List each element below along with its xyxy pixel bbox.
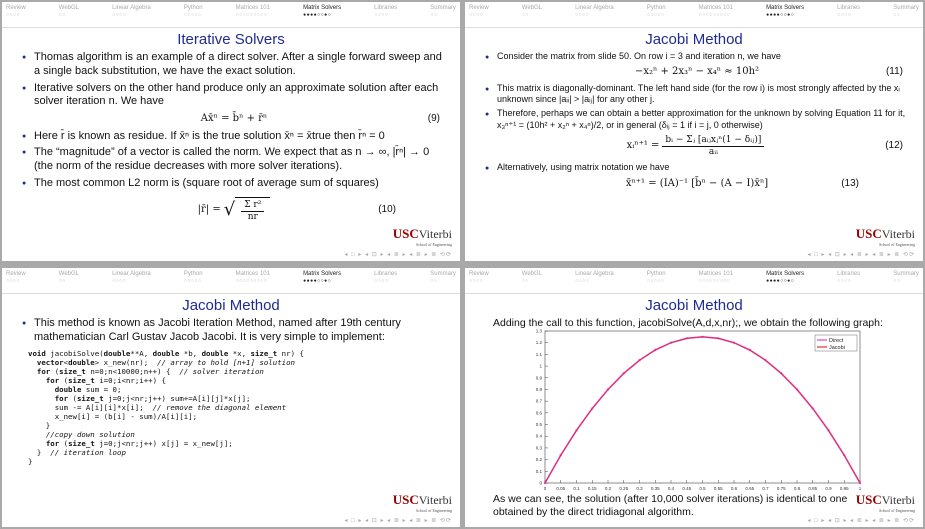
y-tick-label: 0.2 xyxy=(535,457,542,463)
x-tick-label: 0.65 xyxy=(745,486,755,491)
nav-section-dots[interactable]: ●●●●○○●○ xyxy=(766,12,795,18)
nav-section-matrices-101[interactable] xyxy=(699,2,733,27)
slide-title: Jacobi Method xyxy=(645,31,743,48)
nav-section-label: WebGL xyxy=(521,271,542,277)
equation-12-numerator: bᵢ − Σⱼ [aᵢⱼxⱼⁿ(1 − δᵢⱼ)] xyxy=(662,135,764,147)
x-tick-label: 0.6 xyxy=(730,486,738,491)
nav-section-label: WebGL xyxy=(58,5,79,11)
x-tick-label: 0.05 xyxy=(556,486,566,491)
nav-section-label: Review xyxy=(6,5,26,11)
x-tick-label: 0.95 xyxy=(839,486,849,491)
nav-section-webgl[interactable] xyxy=(59,268,79,293)
section-navbar xyxy=(465,2,923,28)
nav-section-review[interactable] xyxy=(6,2,26,27)
nav-section-label: Libraries xyxy=(837,271,861,277)
nav-section-dots[interactable]: ●●●●○○●○ xyxy=(303,278,332,284)
nav-section-label: Matrices 101 xyxy=(235,5,270,11)
nav-section-matrices-101[interactable] xyxy=(236,268,270,293)
equation-9 xyxy=(22,113,446,126)
x-tick-label: 0.85 xyxy=(808,486,818,491)
nav-section-label: Python xyxy=(646,271,666,277)
nav-section-dots[interactable]: ○○○○○○○○○ xyxy=(698,278,731,284)
solution-line-chart xyxy=(485,323,905,498)
equation-10-denominator: nr xyxy=(247,211,258,222)
nav-section-label: Linear Algebra xyxy=(112,5,151,11)
equation-13-body: x̄ⁿ⁺¹ = (IA)⁻¹ [b̄ⁿ − (A − I)x̄ⁿ] xyxy=(625,177,769,189)
nav-section-libraries[interactable] xyxy=(374,2,397,27)
nav-section-matrices-101[interactable] xyxy=(699,268,733,293)
nav-section-dots[interactable]: ○○○○ xyxy=(112,12,127,18)
beamer-navigation-controls[interactable]: ◂ □ ▸ ◂ ⊡ ▸ ◂ ≣ ▸ ◂ ≣ ▸ ≣ ⟲⟳ xyxy=(807,518,915,524)
graph-intro-text: Adding the call to this function, jacobiSolve(A,d,x,nr);, we obtain the following graph: xyxy=(493,317,883,329)
nav-section-dots[interactable]: ○○ xyxy=(430,12,438,18)
code-line: } // iteration loop xyxy=(28,447,126,457)
slide-title: Jacobi Method xyxy=(645,297,743,314)
nav-section-dots[interactable]: ○○○○○○○○○ xyxy=(235,12,268,18)
nav-section-linear-algebra[interactable] xyxy=(575,2,614,27)
nav-section-dots[interactable]: ○○○○ xyxy=(112,278,127,284)
nav-section-label: Matrix Solvers xyxy=(303,5,342,11)
nav-section-dots[interactable]: ○○○○○○○○○ xyxy=(698,12,731,18)
y-tick-label: 1 xyxy=(539,363,542,369)
equation-10-number: (10) xyxy=(378,203,396,215)
nav-section-matrix-solvers[interactable] xyxy=(303,268,341,293)
equation-12-number: (12) xyxy=(885,140,903,152)
nav-section-dots[interactable]: ○○ xyxy=(893,12,901,18)
nav-section-dots[interactable]: ○○○○ xyxy=(6,278,21,284)
y-tick-label: 0.1 xyxy=(535,468,542,474)
x-tick-label: 0.7 xyxy=(762,486,769,491)
code-line: double sum = 0; xyxy=(54,384,122,394)
nav-section-label: Matrices 101 xyxy=(698,5,733,11)
nav-section-dots[interactable]: ○○○○ xyxy=(374,278,389,284)
nav-section-label: Summary xyxy=(430,271,456,277)
y-tick-label: 0.9 xyxy=(535,375,542,381)
equation-13-number: (13) xyxy=(841,177,859,189)
nav-section-label: Linear Algebra xyxy=(575,5,614,11)
slide-jacobi-method-code xyxy=(2,268,460,527)
equation-9-number: (9) xyxy=(427,113,440,124)
slide-title: Jacobi Method xyxy=(182,297,280,314)
nav-section-label: WebGL xyxy=(521,5,542,11)
x-tick-label: 0.45 xyxy=(682,486,692,491)
equation-9-body: Ax̄ⁿ = b̄ⁿ + r̄ⁿ xyxy=(200,113,268,124)
bullet-matrix-row: ● Consider the matrix from slide 50. On row i = 3 and iteration n, we have xyxy=(485,51,909,62)
usc-viterbi-logo: USCViterbi School of Engineering xyxy=(392,226,452,247)
nav-section-review[interactable] xyxy=(469,268,489,293)
equation-12 xyxy=(485,135,909,159)
y-tick-label: 0.3 xyxy=(535,445,542,451)
nav-section-dots[interactable]: ○○ xyxy=(430,278,438,284)
nav-section-dots[interactable]: ●●●●○○●○ xyxy=(303,12,332,18)
slide-title: Iterative Solvers xyxy=(177,31,285,48)
code-line: x_new[i] = (b[i] - sum)/A[i][i]; xyxy=(28,411,198,421)
nav-section-matrix-solvers[interactable] xyxy=(766,2,804,27)
nav-section-summary[interactable] xyxy=(893,2,919,27)
nav-section-label: Summary xyxy=(893,5,919,11)
code-listing-jacobi-solve xyxy=(28,349,446,466)
nav-section-label: Review xyxy=(6,271,26,277)
equation-10-numerator: Σ r² xyxy=(241,200,264,212)
nav-section-linear-algebra[interactable] xyxy=(112,2,151,27)
nav-section-label: Matrices 101 xyxy=(698,271,733,277)
beamer-navigation-controls[interactable]: ◂ □ ▸ ◂ ⊡ ▸ ◂ ≣ ▸ ◂ ≣ ▸ ≣ ⟲⟳ xyxy=(344,252,452,258)
slide-iterative-solvers xyxy=(2,2,460,261)
bullet-norm: ● The “magnitude” of a vector is called the norm. We expect that as n → ∞, |r̄ⁿ| → 0 (the norm of the residue decreases with more solver iterations). xyxy=(22,146,446,174)
nav-section-dots[interactable]: ○○○○ xyxy=(837,278,852,284)
graph-conclusion-text: As we can see, the solution (after 10,000 solver iterations) is identical to one obtained by the direct tridiagonal algorithm. xyxy=(493,492,848,518)
nav-section-label: Matrix Solvers xyxy=(766,271,805,277)
beamer-navigation-controls[interactable]: ◂ □ ▸ ◂ ⊡ ▸ ◂ ≣ ▸ ◂ ≣ ▸ ≣ ⟲⟳ xyxy=(807,252,915,258)
nav-section-libraries[interactable] xyxy=(837,2,860,27)
code-line: //copy down solution xyxy=(45,429,135,439)
nav-section-python[interactable] xyxy=(184,268,203,293)
bullet-iterative-solver: ● Iterative solvers on the other hand produce only an approximate solution after each solver iteration n. We have xyxy=(22,82,446,110)
x-tick-label: 0.15 xyxy=(587,486,597,491)
code-line: sum -= A[i][i]*x[i]; // remove the diagonal element xyxy=(28,402,287,412)
legend-label: Direct xyxy=(829,337,844,344)
equation-10-lhs: |r̄| = xyxy=(197,203,221,215)
equation-11 xyxy=(485,66,909,79)
y-tick-label: 0 xyxy=(539,480,542,486)
nav-section-python[interactable] xyxy=(647,2,666,27)
nav-section-review[interactable] xyxy=(6,268,26,293)
y-tick-label: 1.2 xyxy=(535,340,542,346)
plot-frame xyxy=(545,331,860,483)
x-tick-label: 0.2 xyxy=(604,486,612,491)
code-line: } xyxy=(28,420,51,430)
nav-section-label: Libraries xyxy=(374,271,398,277)
nav-section-label: Python xyxy=(646,5,666,11)
x-tick-label: 0.5 xyxy=(699,486,706,491)
nav-section-review[interactable] xyxy=(469,2,489,27)
beamer-navigation-controls[interactable]: ◂ □ ▸ ◂ ⊡ ▸ ◂ ≣ ▸ ◂ ≣ ▸ ≣ ⟲⟳ xyxy=(344,518,452,524)
nav-section-dots[interactable]: ○○○○ xyxy=(575,12,590,18)
bullet-jacobi-history: ● This method is known as Jacobi Iteration Method, named after 19th century mathematician Carl Gustav Jacob Jacobi. It is very simple to implement: xyxy=(22,317,446,345)
nav-section-summary[interactable] xyxy=(430,2,456,27)
nav-section-dots[interactable]: ○○○○○ xyxy=(183,12,202,18)
section-navbar xyxy=(465,268,923,294)
equation-12-denominator: aᵢᵢ xyxy=(708,147,718,157)
equation-10: |r̄| = √ $\frac{\text{Σ r²}}{nr}$ (10) xyxy=(197,198,396,222)
nav-section-label: Python xyxy=(183,271,203,277)
x-tick-label: 0.8 xyxy=(793,486,801,491)
x-tick-label: 0.1 xyxy=(573,486,580,491)
nav-section-summary[interactable] xyxy=(430,268,456,293)
equation-11-number: (11) xyxy=(885,66,903,78)
nav-section-dots[interactable]: ○○○○○ xyxy=(646,12,665,18)
nav-section-python[interactable] xyxy=(184,2,203,27)
nav-section-webgl[interactable] xyxy=(59,2,79,27)
usc-viterbi-logo: USCViterbi School of Engineering xyxy=(392,492,452,513)
x-tick-label: 0 xyxy=(543,486,547,491)
bullet-l2-norm: ● The most common L2 norm is (square root of average sum of squares) xyxy=(22,177,446,191)
nav-section-label: Review xyxy=(469,271,489,277)
nav-section-webgl[interactable] xyxy=(522,2,542,27)
y-tick-label: 0.8 xyxy=(535,386,542,392)
bullet-residue: ● Here r̄ is known as residue. If x̄ⁿ is the true solution x̄ⁿ = x̄true then r̄ⁿ = 0 xyxy=(22,130,446,144)
nav-section-label: Summary xyxy=(430,5,456,11)
nav-section-matrices-101[interactable] xyxy=(236,2,270,27)
x-tick-label: 0.25 xyxy=(619,486,629,491)
code-line: for (size_t j=0;j<nr;j++) sum+=A[i][j]*x[j]; xyxy=(54,393,251,403)
nav-section-label: Matrix Solvers xyxy=(303,271,342,277)
nav-section-dots[interactable]: ○○○○ xyxy=(6,12,21,18)
section-navbar xyxy=(2,268,460,294)
y-tick-label: 0.6 xyxy=(535,410,542,416)
nav-section-dots[interactable]: ○○○○ xyxy=(469,12,484,18)
nav-section-python[interactable] xyxy=(647,268,666,293)
nav-section-dots[interactable]: ○○○○ xyxy=(374,12,389,18)
y-tick-label: 0.5 xyxy=(535,422,542,428)
x-tick-label: 0.3 xyxy=(636,486,643,491)
nav-section-dots[interactable]: ○○○○ xyxy=(469,278,484,284)
nav-section-matrix-solvers[interactable] xyxy=(303,2,341,27)
code-line: } xyxy=(28,456,33,466)
nav-section-dots[interactable]: ○○○○ xyxy=(837,12,852,18)
nav-section-label: Linear Algebra xyxy=(112,271,151,277)
nav-section-linear-algebra[interactable] xyxy=(575,268,614,293)
code-line: for (size_t i=0;i<nr;i++) { xyxy=(45,375,166,385)
bullet-matrix-notation: ● Alternatively, using matrix notation we have xyxy=(485,162,909,173)
nav-section-label: Summary xyxy=(893,271,919,277)
y-tick-label: 0.4 xyxy=(535,433,542,439)
code-line: vector<double> x_new(nr); // array to hold [n+1] solution xyxy=(36,357,295,367)
x-tick-label: 0.9 xyxy=(825,486,832,491)
nav-section-label: Matrices 101 xyxy=(235,271,270,277)
nav-section-dots[interactable]: ○○○○○ xyxy=(183,278,202,284)
x-tick-label: 0.35 xyxy=(650,486,660,491)
nav-section-label: Libraries xyxy=(837,5,861,11)
code-line: for (size_t j=0;j<nr;j++) x[j] = x_new[j]; xyxy=(45,438,233,448)
slide-jacobi-method-theory xyxy=(465,2,923,261)
section-navbar xyxy=(2,2,460,28)
nav-section-summary[interactable] xyxy=(893,268,919,293)
usc-viterbi-logo: USCViterbi School of Engineering xyxy=(855,226,915,247)
legend-label: Jacobi xyxy=(829,344,845,351)
y-tick-label: 0.7 xyxy=(535,398,542,404)
slide-jacobi-method-graph xyxy=(465,268,923,527)
x-tick-label: 0.55 xyxy=(713,486,723,491)
code-line: for (size_t n=0;n<10000;n++) { // solver iteration xyxy=(36,366,264,376)
x-tick-label: 1 xyxy=(858,486,862,491)
x-tick-label: 0.4 xyxy=(667,486,675,491)
nav-section-dots[interactable]: ○○ xyxy=(58,12,66,18)
nav-section-label: Review xyxy=(469,5,489,11)
bullet-better-approximation: ● Therefore, perhaps we can obtain a better approximation for the unknown by solving Equation 11 for it, x₃ⁿ⁺¹ = (10h² + x₂ⁿ + x₄ⁿ)/2, or in general (δᵢⱼ = 1 if i = j, 0 otherwise) xyxy=(485,108,909,131)
equation-13 xyxy=(485,178,909,191)
y-tick-label: 1.1 xyxy=(535,351,542,357)
nav-section-label: Python xyxy=(183,5,203,11)
nav-section-label: Libraries xyxy=(374,5,398,11)
nav-section-dots[interactable]: ○○○○○ xyxy=(646,278,665,284)
nav-section-dots[interactable]: ○○ xyxy=(521,278,529,284)
nav-section-webgl[interactable] xyxy=(522,268,542,293)
usc-viterbi-logo: USCViterbi School of Engineering xyxy=(855,492,915,513)
nav-section-linear-algebra[interactable] xyxy=(112,268,151,293)
nav-section-dots[interactable]: ●●●●○○●○ xyxy=(766,278,795,284)
nav-section-label: Matrix Solvers xyxy=(766,5,805,11)
bullet-diagonally-dominant: ● This matrix is diagonally-dominant. The left hand side (for the row i) is most strongly affected by the xᵢ unknown since |aᵢᵢ| > |aᵢⱼ| for any other j. xyxy=(485,83,909,106)
nav-section-matrix-solvers[interactable] xyxy=(766,268,804,293)
nav-section-label: WebGL xyxy=(58,271,79,277)
bullet-direct-solver: ● Thomas algorithm is an example of a direct solver. After a single forward sweep and a single back substitution, we have the exact solution. xyxy=(22,51,446,79)
nav-section-dots[interactable]: ○○ xyxy=(58,278,66,284)
nav-section-label: Linear Algebra xyxy=(575,271,614,277)
nav-section-libraries[interactable] xyxy=(837,268,860,293)
equation-12-lhs: xᵢⁿ⁺¹ = xyxy=(626,140,660,152)
equation-11-body: −x₂ⁿ + 2x₃ⁿ − x₄ⁿ ≈ 10h² xyxy=(634,66,760,78)
code-line: void jacobiSolve(double**A, double *b, double *x, size_t nr) { xyxy=(28,348,304,358)
nav-section-libraries[interactable] xyxy=(374,268,397,293)
nav-section-dots[interactable]: ○○○○○○○○○ xyxy=(235,278,268,284)
nav-section-dots[interactable]: ○○ xyxy=(521,12,529,18)
x-tick-label: 0.75 xyxy=(776,486,786,491)
nav-section-dots[interactable]: ○○○○ xyxy=(575,278,590,284)
y-tick-label: 1.3 xyxy=(535,328,542,334)
nav-section-dots[interactable]: ○○ xyxy=(893,278,901,284)
